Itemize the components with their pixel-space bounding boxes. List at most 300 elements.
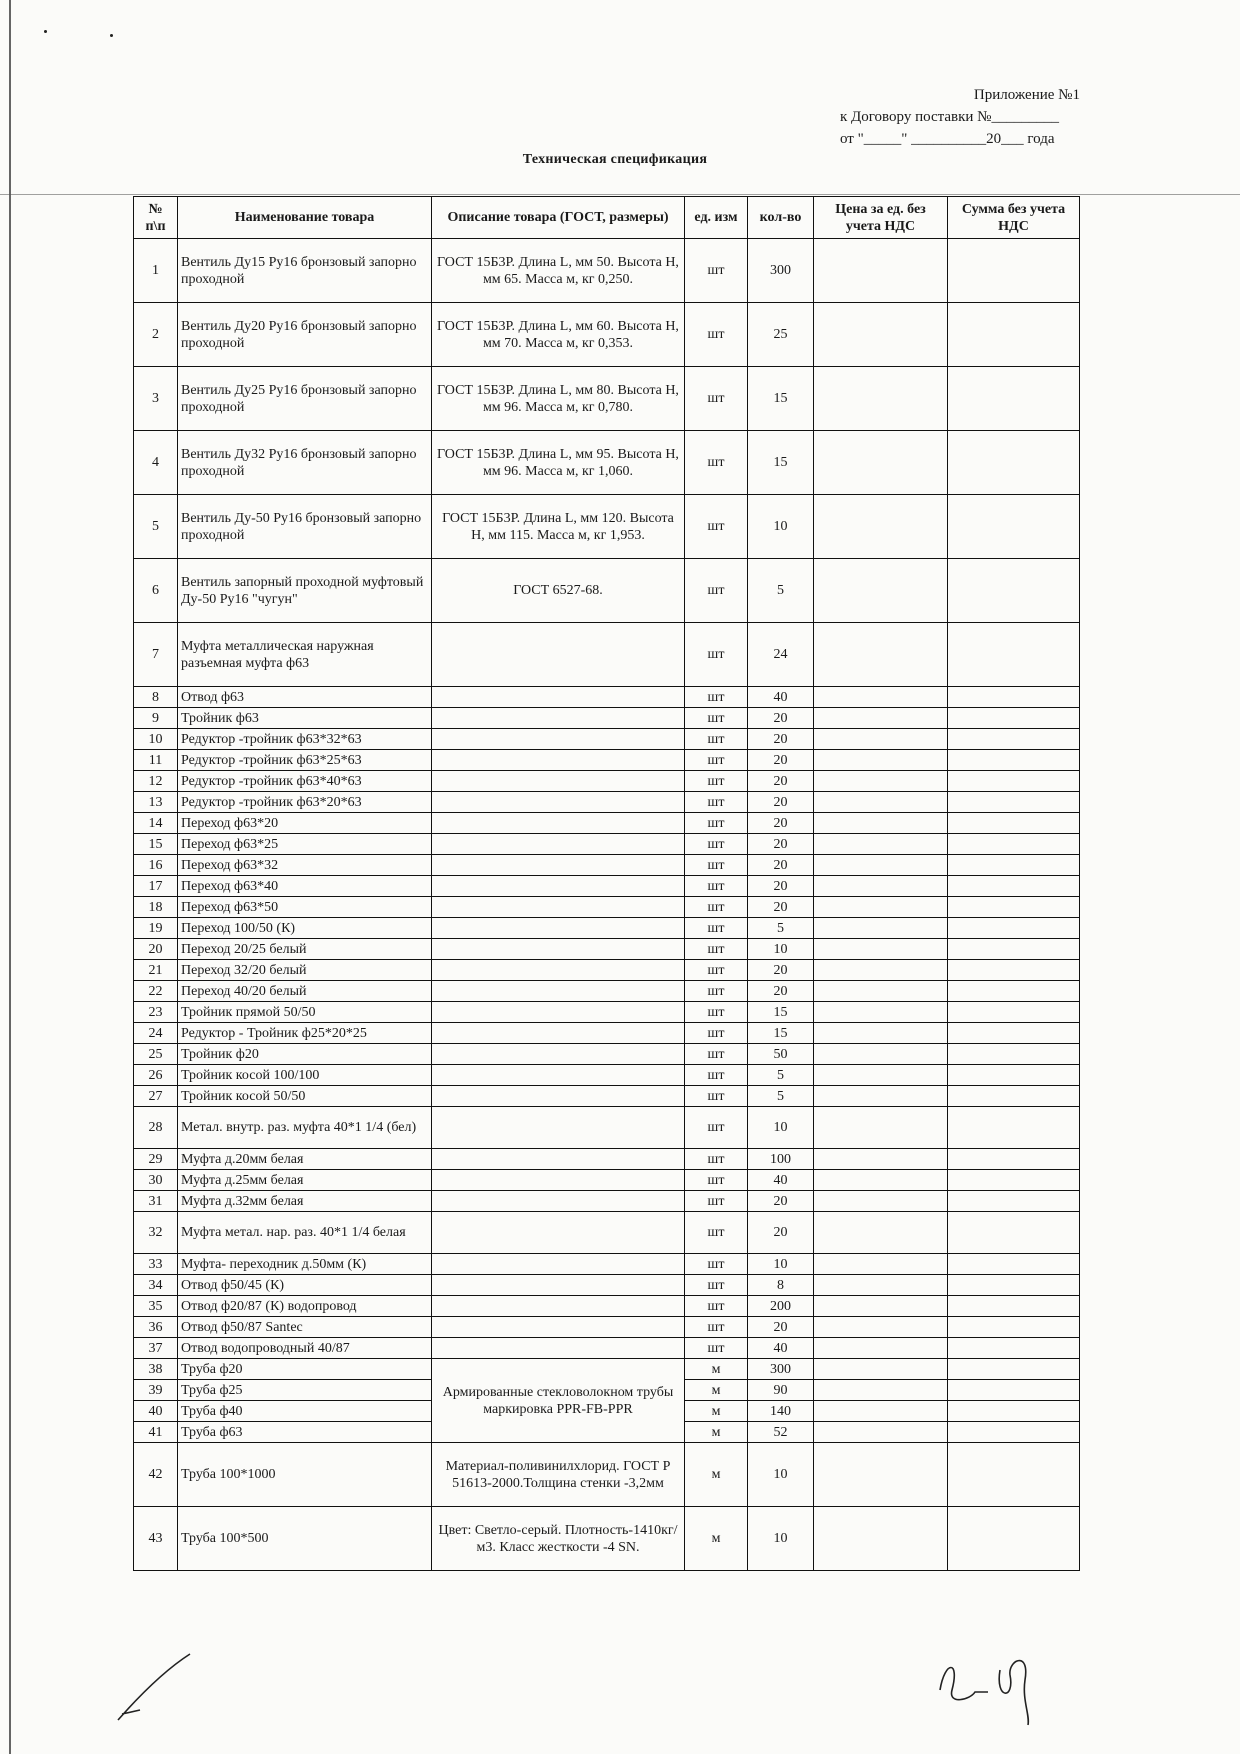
cell-unit: шт (685, 687, 748, 708)
cell-number: 26 (134, 1065, 178, 1086)
cell-name: Труба 100*500 (178, 1507, 432, 1571)
cell-quantity: 10 (748, 1507, 814, 1571)
cell-quantity: 20 (748, 729, 814, 750)
cell-quantity: 20 (748, 960, 814, 981)
cell-quantity: 15 (748, 367, 814, 431)
cell-sum (948, 1380, 1080, 1401)
cell-description: Цвет: Светло-серый. Плотность-1410кг/м3. Класс жесткости -4 SN. (432, 1507, 685, 1571)
cell-sum (948, 1107, 1080, 1149)
cell-unit: шт (685, 559, 748, 623)
table-row (134, 1507, 1080, 1571)
cell-price (814, 1002, 948, 1023)
cell-price (814, 1443, 948, 1507)
cell-unit: шт (685, 1086, 748, 1107)
col-header-unit: ед. изм (685, 197, 748, 239)
cell-description (432, 876, 685, 897)
cell-number: 23 (134, 1002, 178, 1023)
cell-price (814, 813, 948, 834)
cell-unit: шт (685, 771, 748, 792)
table-row (134, 431, 1080, 495)
cell-number: 28 (134, 1107, 178, 1149)
cell-name: Вентиль Ду-50 Ру16 бронзовый запорно проходной (178, 495, 432, 559)
table-row (134, 960, 1080, 981)
cell-price (814, 1338, 948, 1359)
cell-unit: шт (685, 1338, 748, 1359)
cell-price (814, 687, 948, 708)
cell-description (432, 939, 685, 960)
cell-sum (948, 834, 1080, 855)
cell-sum (948, 1002, 1080, 1023)
cell-description: ГОСТ 15Б3Р. Длина L, мм 50. Высота Н, мм 65. Масса м, кг 0,250. (432, 239, 685, 303)
cell-name: Тройник прямой 50/50 (178, 1002, 432, 1023)
cell-name: Переход ф63*25 (178, 834, 432, 855)
scan-speck (110, 34, 113, 37)
cell-unit: м (685, 1359, 748, 1380)
cell-number: 35 (134, 1296, 178, 1317)
cell-number: 14 (134, 813, 178, 834)
cell-number: 3 (134, 367, 178, 431)
cell-description (432, 981, 685, 1002)
cell-price (814, 1191, 948, 1212)
cell-unit: шт (685, 623, 748, 687)
cell-unit: шт (685, 750, 748, 771)
cell-description (432, 729, 685, 750)
cell-number: 33 (134, 1254, 178, 1275)
cell-unit: шт (685, 303, 748, 367)
cell-price (814, 367, 948, 431)
cell-sum (948, 687, 1080, 708)
cell-quantity: 20 (748, 1191, 814, 1212)
cell-price (814, 559, 948, 623)
document-title: Техническая спецификация (522, 152, 708, 167)
col-header-description: Описание товара (ГОСТ, размеры) (432, 197, 685, 239)
table-row (134, 1338, 1080, 1359)
cell-number: 31 (134, 1191, 178, 1212)
cell-price (814, 1212, 948, 1254)
cell-name: Труба 100*1000 (178, 1443, 432, 1507)
cell-number: 22 (134, 981, 178, 1002)
cell-quantity: 8 (748, 1275, 814, 1296)
contract-reference: к Договору поставки №_________ (840, 109, 1059, 125)
table-row (134, 792, 1080, 813)
col-header-name: Наименование товара (178, 197, 432, 239)
cell-sum (948, 1275, 1080, 1296)
cell-description (432, 1107, 685, 1149)
cell-name: Труба ф20 (178, 1359, 432, 1380)
cell-number: 43 (134, 1507, 178, 1571)
cell-name: Тройник ф63 (178, 708, 432, 729)
cell-quantity: 20 (748, 876, 814, 897)
cell-price (814, 303, 948, 367)
table-row (134, 876, 1080, 897)
table-row (134, 813, 1080, 834)
cell-name: Тройник косой 100/100 (178, 1065, 432, 1086)
cell-sum (948, 431, 1080, 495)
cell-unit: шт (685, 897, 748, 918)
cell-description (432, 1317, 685, 1338)
cell-number: 6 (134, 559, 178, 623)
cell-price (814, 1107, 948, 1149)
cell-sum (948, 1191, 1080, 1212)
cell-quantity: 20 (748, 855, 814, 876)
cell-name: Вентиль Ду25 Ру16 бронзовый запорно проходной (178, 367, 432, 431)
cell-name: Труба ф40 (178, 1401, 432, 1422)
cell-quantity: 24 (748, 623, 814, 687)
cell-sum (948, 559, 1080, 623)
table-row (134, 729, 1080, 750)
cell-number: 21 (134, 960, 178, 981)
cell-price (814, 1254, 948, 1275)
cell-number: 34 (134, 1275, 178, 1296)
cell-sum (948, 792, 1080, 813)
table-row (134, 771, 1080, 792)
cell-description (432, 1191, 685, 1212)
cell-quantity: 10 (748, 1254, 814, 1275)
cell-description (432, 918, 685, 939)
cell-number: 4 (134, 431, 178, 495)
cell-description (432, 792, 685, 813)
table-row (134, 1212, 1080, 1254)
cell-unit: шт (685, 813, 748, 834)
cell-name: Редуктор - Тройник ф25*20*25 (178, 1023, 432, 1044)
table-row (134, 855, 1080, 876)
cell-sum (948, 367, 1080, 431)
col-header-quantity: кол-во (748, 197, 814, 239)
cell-number: 11 (134, 750, 178, 771)
cell-name: Муфта метал. нар. раз. 40*1 1/4 белая (178, 1212, 432, 1254)
cell-price (814, 239, 948, 303)
cell-description (432, 1044, 685, 1065)
col-header-price: Цена за ед. без учета НДС (814, 197, 948, 239)
cell-name: Тройник косой 50/50 (178, 1086, 432, 1107)
cell-description (432, 1086, 685, 1107)
cell-quantity: 10 (748, 1107, 814, 1149)
cell-number: 1 (134, 239, 178, 303)
cell-unit: шт (685, 1044, 748, 1065)
cell-unit: шт (685, 834, 748, 855)
cell-description: Армированные стекловолокном трубы маркировка PPR-FB-PPR (432, 1359, 685, 1443)
cell-quantity: 40 (748, 687, 814, 708)
cell-price (814, 918, 948, 939)
cell-price (814, 1275, 948, 1296)
col-header-sum: Сумма без учета НДС (948, 197, 1080, 239)
cell-description (432, 855, 685, 876)
cell-sum (948, 303, 1080, 367)
cell-price (814, 1170, 948, 1191)
cell-unit: шт (685, 1170, 748, 1191)
cell-name: Отвод ф63 (178, 687, 432, 708)
cell-quantity: 200 (748, 1296, 814, 1317)
cell-number: 15 (134, 834, 178, 855)
cell-description (432, 708, 685, 729)
cell-unit: шт (685, 939, 748, 960)
cell-quantity: 90 (748, 1380, 814, 1401)
table-row (134, 918, 1080, 939)
cell-price (814, 855, 948, 876)
cell-unit: шт (685, 708, 748, 729)
cell-number: 29 (134, 1149, 178, 1170)
cell-name: Редуктор -тройник ф63*32*63 (178, 729, 432, 750)
cell-description (432, 960, 685, 981)
cell-quantity: 10 (748, 495, 814, 559)
table-row (134, 495, 1080, 559)
cell-quantity: 10 (748, 939, 814, 960)
table-row (134, 750, 1080, 771)
table-row (134, 1023, 1080, 1044)
cell-name: Вентиль Ду20 Ру16 бронзовый запорно проходной (178, 303, 432, 367)
cell-description (432, 1002, 685, 1023)
cell-quantity: 20 (748, 708, 814, 729)
cell-quantity: 15 (748, 431, 814, 495)
table-row (134, 1170, 1080, 1191)
table-row (134, 1065, 1080, 1086)
cell-price (814, 1296, 948, 1317)
cell-name: Переход 32/20 белый (178, 960, 432, 981)
cell-quantity: 300 (748, 239, 814, 303)
cell-sum (948, 750, 1080, 771)
cell-description (432, 623, 685, 687)
cell-name: Переход ф63*32 (178, 855, 432, 876)
cell-sum (948, 1296, 1080, 1317)
cell-quantity: 52 (748, 1422, 814, 1443)
cell-unit: шт (685, 792, 748, 813)
table-row (134, 559, 1080, 623)
cell-unit: шт (685, 1002, 748, 1023)
appendix-label: Приложение №1 (973, 87, 1080, 103)
cell-number: 19 (134, 918, 178, 939)
cell-name: Переход 100/50 (К) (178, 918, 432, 939)
cell-name: Труба ф25 (178, 1380, 432, 1401)
cell-unit: шт (685, 239, 748, 303)
cell-unit: м (685, 1443, 748, 1507)
scan-fold-line (0, 194, 1240, 195)
cell-number: 30 (134, 1170, 178, 1191)
table-row (134, 623, 1080, 687)
cell-price (814, 792, 948, 813)
cell-sum (948, 1359, 1080, 1380)
cell-name: Переход ф63*40 (178, 876, 432, 897)
cell-name: Отвод водопроводный 40/87 (178, 1338, 432, 1359)
cell-sum (948, 1254, 1080, 1275)
table-row (134, 1002, 1080, 1023)
table-row (134, 303, 1080, 367)
cell-quantity: 20 (748, 1212, 814, 1254)
signature-right (930, 1620, 1080, 1730)
cell-sum (948, 1401, 1080, 1422)
cell-unit: м (685, 1422, 748, 1443)
cell-price (814, 897, 948, 918)
cell-number: 42 (134, 1443, 178, 1507)
cell-number: 13 (134, 792, 178, 813)
cell-number: 17 (134, 876, 178, 897)
signature-left (110, 1640, 200, 1730)
cell-name: Отвод ф50/45 (К) (178, 1275, 432, 1296)
table-row (134, 1443, 1080, 1507)
cell-name: Редуктор -тройник ф63*40*63 (178, 771, 432, 792)
cell-quantity: 20 (748, 981, 814, 1002)
cell-quantity: 140 (748, 1401, 814, 1422)
cell-sum (948, 1086, 1080, 1107)
table-row (134, 1149, 1080, 1170)
scan-speck (44, 30, 47, 33)
cell-price (814, 1401, 948, 1422)
cell-description (432, 687, 685, 708)
cell-quantity: 15 (748, 1002, 814, 1023)
cell-name: Переход ф63*20 (178, 813, 432, 834)
table-body (134, 239, 1080, 1571)
table-row (134, 1254, 1080, 1275)
cell-sum (948, 1422, 1080, 1443)
cell-quantity: 5 (748, 1086, 814, 1107)
cell-unit: шт (685, 960, 748, 981)
cell-description (432, 1254, 685, 1275)
cell-quantity: 20 (748, 897, 814, 918)
cell-name: Переход 20/25 белый (178, 939, 432, 960)
scan-border-line (9, 0, 11, 1754)
cell-description: ГОСТ 15Б3Р. Длина L, мм 95. Высота Н, мм 96. Масса м, кг 1,060. (432, 431, 685, 495)
cell-sum (948, 1065, 1080, 1086)
cell-unit: м (685, 1380, 748, 1401)
cell-description (432, 1275, 685, 1296)
cell-unit: шт (685, 495, 748, 559)
table-row (134, 981, 1080, 1002)
table-row (134, 834, 1080, 855)
cell-description (432, 1023, 685, 1044)
cell-name: Вентиль запорный проходной муфтовый Ду-50 Ру16 "чугун" (178, 559, 432, 623)
cell-price (814, 771, 948, 792)
cell-name: Вентиль Ду32 Ру16 бронзовый запорно проходной (178, 431, 432, 495)
cell-price (814, 939, 948, 960)
cell-sum (948, 729, 1080, 750)
cell-price (814, 495, 948, 559)
cell-sum (948, 1443, 1080, 1507)
cell-description (432, 1170, 685, 1191)
cell-description (432, 771, 685, 792)
cell-description (432, 897, 685, 918)
cell-quantity: 25 (748, 303, 814, 367)
cell-quantity: 5 (748, 918, 814, 939)
cell-sum (948, 918, 1080, 939)
cell-name: Отвод ф20/87 (К) водопровод (178, 1296, 432, 1317)
cell-sum (948, 1507, 1080, 1571)
cell-description (432, 1212, 685, 1254)
cell-number: 2 (134, 303, 178, 367)
cell-price (814, 623, 948, 687)
cell-number: 10 (134, 729, 178, 750)
cell-sum (948, 1044, 1080, 1065)
cell-sum (948, 897, 1080, 918)
cell-number: 9 (134, 708, 178, 729)
contract-date-line: от "_____" __________20___ года (840, 131, 1055, 147)
cell-number: 7 (134, 623, 178, 687)
cell-price (814, 1507, 948, 1571)
cell-name: Муфта д.32мм белая (178, 1191, 432, 1212)
cell-description: ГОСТ 6527-68. (432, 559, 685, 623)
cell-price (814, 981, 948, 1002)
table-row (134, 708, 1080, 729)
cell-price (814, 1317, 948, 1338)
cell-sum (948, 1023, 1080, 1044)
cell-sum (948, 239, 1080, 303)
cell-unit: шт (685, 1212, 748, 1254)
cell-quantity: 5 (748, 559, 814, 623)
cell-number: 16 (134, 855, 178, 876)
cell-price (814, 1380, 948, 1401)
cell-name: Вентиль Ду15 Ру16 бронзовый запорно проходной (178, 239, 432, 303)
cell-price (814, 431, 948, 495)
cell-price (814, 1359, 948, 1380)
table-row (134, 687, 1080, 708)
cell-sum (948, 855, 1080, 876)
cell-sum (948, 495, 1080, 559)
cell-sum (948, 1149, 1080, 1170)
cell-unit: шт (685, 1107, 748, 1149)
cell-name: Редуктор -тройник ф63*25*63 (178, 750, 432, 771)
table-row (134, 1044, 1080, 1065)
cell-price (814, 729, 948, 750)
cell-sum (948, 1212, 1080, 1254)
cell-unit: шт (685, 1275, 748, 1296)
cell-quantity: 5 (748, 1065, 814, 1086)
cell-number: 12 (134, 771, 178, 792)
cell-description (432, 813, 685, 834)
appendix-header (840, 84, 1080, 150)
cell-quantity: 15 (748, 1023, 814, 1044)
cell-price (814, 1422, 948, 1443)
cell-unit: м (685, 1401, 748, 1422)
cell-price (814, 708, 948, 729)
cell-quantity: 40 (748, 1338, 814, 1359)
cell-description: ГОСТ 15Б3Р. Длина L, мм 60. Высота Н, мм 70. Масса м, кг 0,353. (432, 303, 685, 367)
table-row (134, 1317, 1080, 1338)
table-header-row (134, 197, 1080, 239)
cell-number: 8 (134, 687, 178, 708)
cell-quantity: 40 (748, 1170, 814, 1191)
cell-quantity: 20 (748, 834, 814, 855)
cell-description (432, 1065, 685, 1086)
cell-sum (948, 771, 1080, 792)
cell-price (814, 1023, 948, 1044)
cell-quantity: 20 (748, 1317, 814, 1338)
cell-price (814, 1065, 948, 1086)
cell-quantity: 300 (748, 1359, 814, 1380)
cell-sum (948, 623, 1080, 687)
cell-unit: шт (685, 1296, 748, 1317)
cell-number: 39 (134, 1380, 178, 1401)
cell-name: Тройник ф20 (178, 1044, 432, 1065)
col-header-number: № п\п (134, 197, 178, 239)
cell-number: 5 (134, 495, 178, 559)
cell-description (432, 750, 685, 771)
table-row (134, 939, 1080, 960)
cell-description (432, 834, 685, 855)
cell-number: 32 (134, 1212, 178, 1254)
cell-number: 36 (134, 1317, 178, 1338)
cell-description: Материал-поливинилхлорид. ГОСТ Р 51613-2000.Толщина стенки -3,2мм (432, 1443, 685, 1507)
cell-unit: шт (685, 1191, 748, 1212)
cell-sum (948, 960, 1080, 981)
cell-name: Муфта д.20мм белая (178, 1149, 432, 1170)
cell-unit: шт (685, 1065, 748, 1086)
cell-unit: шт (685, 1023, 748, 1044)
cell-sum (948, 876, 1080, 897)
table-row (134, 1275, 1080, 1296)
cell-sum (948, 1338, 1080, 1359)
cell-unit: шт (685, 1149, 748, 1170)
cell-number: 18 (134, 897, 178, 918)
cell-name: Отвод ф50/87 Santec (178, 1317, 432, 1338)
cell-name: Муфта д.25мм белая (178, 1170, 432, 1191)
